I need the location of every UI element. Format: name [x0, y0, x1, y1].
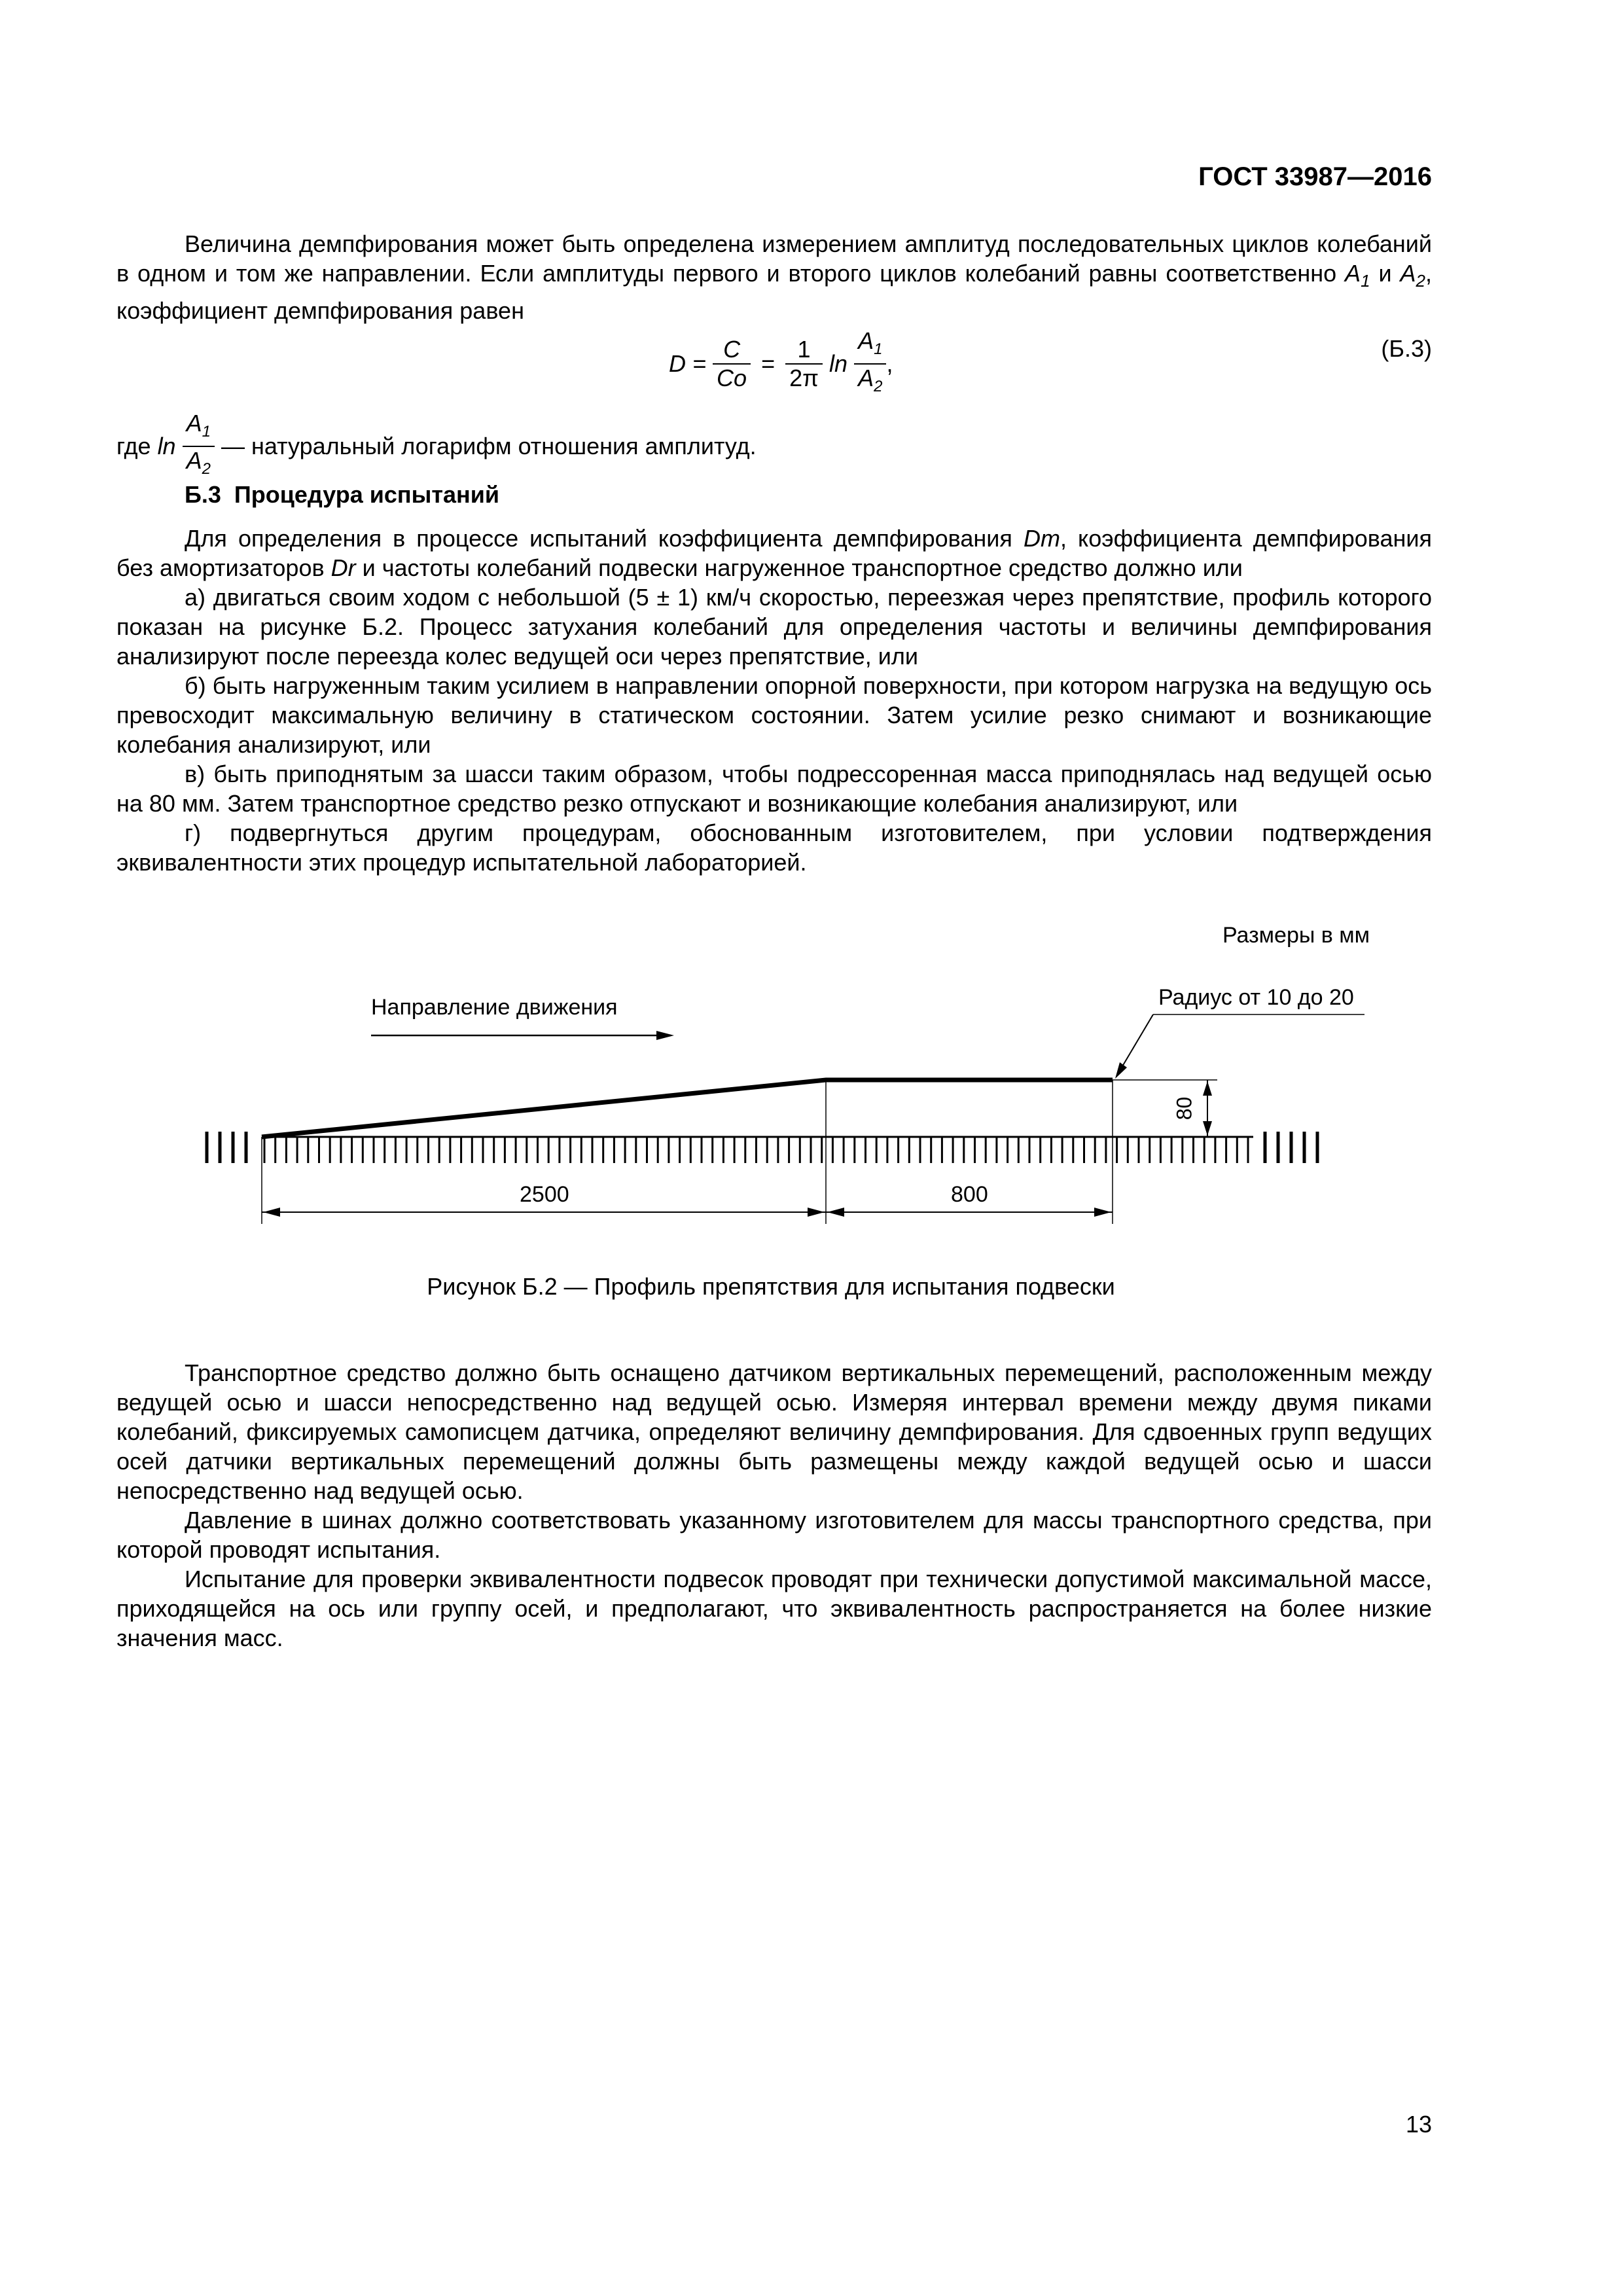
direction-label: Направление движения [371, 995, 618, 1020]
dim-2500-label: 2500 [520, 1182, 569, 1207]
coef-dr: Dr [330, 554, 356, 581]
fraction-1-2pi: $\frac{1}{2\pi}$ [785, 336, 823, 392]
formula-number: (Б.3) [1381, 335, 1432, 362]
dim-2500-arrow-left [263, 1208, 280, 1217]
sensor-paragraph: Транспортное средство должно быть оснащено датчиком вертикальных перемещений, расположенным между ведущей осью и шасси непосредственно над ведущей осью. Измеряя интервал времени между двумя пиками колебаний, фиксируемых самописцем датчика, определяют величину демпфирования. Для сдвоенных групп ведущих осей датчики вертикальных перемещений должны быть размещены между каждой ведущей осью и шасси непосредственно над ведущей осью. [116, 1359, 1432, 1504]
dim-800-arrow-right [1094, 1208, 1111, 1217]
intro-text: Величина демпфирования может быть определена измерением амплитуд последовательных циклов колебаний в одном и том же направлении. Если амплитуды первого и второго циклов колебаний равны соответственно [116, 230, 1432, 287]
direction-arrow-head [656, 1031, 674, 1040]
formula-comma: , [886, 350, 893, 378]
intro-and: и [1378, 260, 1392, 287]
dim-800-label: 800 [951, 1182, 988, 1207]
where-ln: ln [157, 433, 176, 460]
formula-lhs: D = [669, 350, 707, 378]
figure-caption: Рисунок Б.2 — Профиль препятствия для испытания подвески [427, 1273, 1115, 1300]
section-heading: Б.3 Процедура испытаний [185, 481, 500, 508]
amplitude-a1: $A_1$ [1345, 260, 1370, 291]
radius-label: Радиус от 10 до 20 [1158, 985, 1354, 1010]
amplitude-a2: $A_2$ [1400, 260, 1425, 291]
fraction-a1-a2: $\frac{A_1}{A_2}$ [854, 327, 886, 401]
intro-text-2: , коэффициент демпфирования равен [116, 260, 1432, 325]
item-a: а) двигаться своим ходом с небольшой (5 ± 1) км/ч скоростью, переезжая через препятствие, профиль которого показан на рисунке Б.2. Процесс затухания колебаний для определения частоты и величины демпфирования анализируют после переезда колес ведущей оси через препятствие, или [116, 584, 1432, 670]
item-g: г) подвергнуться другим процедурам, обоснованным изготовителем, при условии подтверждения эквивалентности этих процедур испытательной лабораторией. [116, 819, 1432, 876]
item-v: в) быть приподнятым за шасси таким образом, чтобы подрессоренная масса приподнялась над ведущей осью на 80 мм. Затем транспортное средство резко отпускают и возникающие колебания анализируют, или [116, 761, 1432, 817]
tyre-pressure-paragraph: Давление в шинах должно соответствовать указанному изготовителем для массы транспортного средства, при которой проводят испытания. [116, 1507, 1432, 1563]
where-text: — натуральный логарифм отношения амплитуд. [221, 433, 757, 460]
radius-arrow [1115, 1062, 1127, 1079]
height-arrow-top [1203, 1081, 1212, 1096]
page-number: 13 [1405, 2111, 1432, 2138]
formula-ln: ln [829, 350, 848, 378]
procedure-intro: Для определения в процессе испытаний коэффициента демпфирования Dm, коэффициента демпфирования без амортизаторов Dr и частоты колебаний подвески нагруженное транспортное средство должно или [116, 525, 1432, 581]
item-b: б) быть нагруженным таким усилием в направлении опорной поверхности, при котором нагрузка на ведущую ось превосходит максимальную величину в статическом состоянии. Затем усилие резко снимают и возникающие колебания анализируют, или [116, 672, 1432, 758]
where-fraction: $\frac{A_1}{A_2}$ [183, 410, 215, 483]
equivalence-paragraph: Испытание для проверки эквивалентности подвесок проводят при технически допустимой максимальной массе, приходящейся на ось или группу осей, и предполагают, что эквивалентность распространяется на более низкие значения масс. [116, 1566, 1432, 1651]
dim-2500-arrow-right [808, 1208, 825, 1217]
height-arrow-bottom [1203, 1121, 1212, 1136]
document-code: ГОСТ 33987—2016 [1198, 162, 1432, 191]
height-dim-label: 80 [1172, 1096, 1196, 1121]
figure-units-note: Размеры в мм [1222, 923, 1370, 948]
coef-dm: Dm [1023, 525, 1060, 552]
where-prefix: где [116, 433, 151, 460]
dim-800-arrow-left [827, 1208, 844, 1217]
formula-equals: = [761, 350, 776, 378]
fraction-c-co: $\frac{C}{Co}$ [713, 336, 751, 392]
ramp-profile [262, 1080, 1113, 1137]
